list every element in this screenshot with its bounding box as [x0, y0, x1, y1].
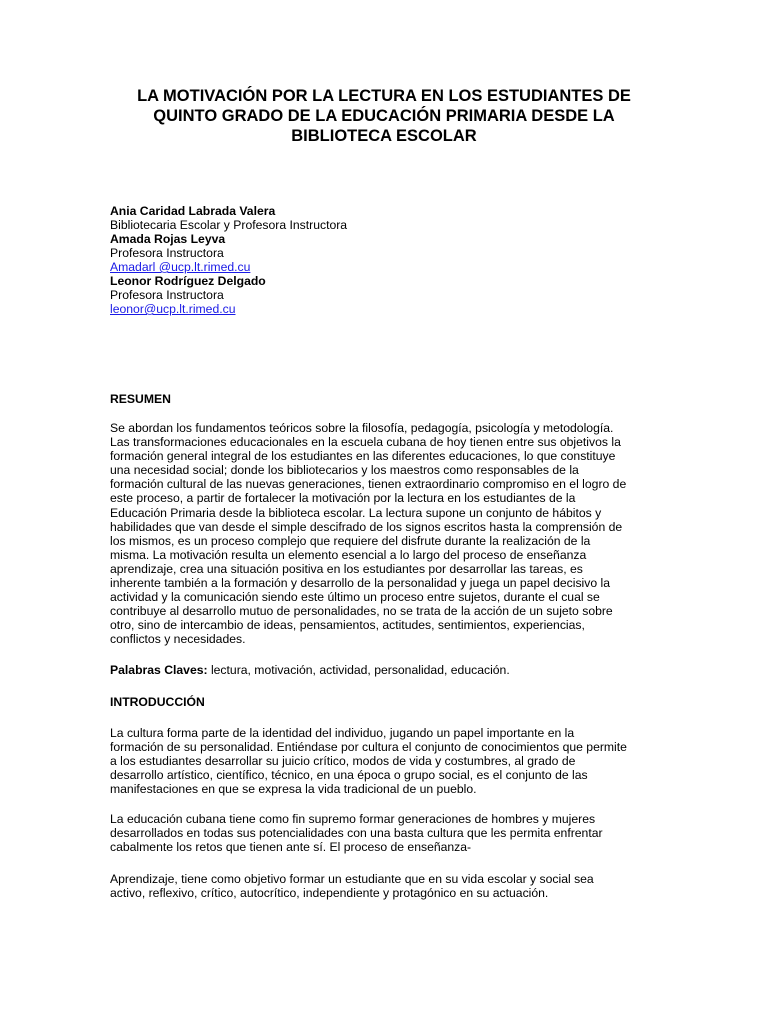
author-name: Ania Caridad Labrada Valera [110, 204, 276, 218]
keywords-text: lectura, motivación, actividad, personalidad, educación. [207, 663, 510, 677]
text-line: a los estudiantes desarrollar su juicio crítico, modos de vida y costumbres, al grado de [110, 754, 576, 769]
introduccion-heading: INTRODUCCIÓN [110, 695, 205, 709]
text-line: habilidades que van desde el simple descifrado de los signos escritos hasta la comprensión de [110, 519, 623, 534]
text-line: los mismos, es un proceso complejo que requiere del disfrute durante la realización de la [110, 533, 591, 548]
text-line: cabalmente los retos que tienen ante sí. El proceso de enseñanza- [110, 840, 472, 855]
author-name: Leonor Rodríguez Delgado [110, 274, 266, 288]
text-line: conflictos y necesidades. [110, 632, 246, 647]
resumen-paragraph [110, 421, 670, 647]
intro-paragraph [110, 812, 670, 854]
title-line: QUINTO GRADO DE LA EDUCACIÓN PRIMARIA DESDE LA [153, 107, 615, 125]
text-line: Aprendizaje, tiene como objetivo formar un estudiante que en su vida escolar y social sea [110, 872, 594, 886]
text-line: actividad y la comunicación siendo este último un proceso entre sujetos, durante el cual se [110, 590, 600, 605]
document-title [100, 86, 668, 146]
text-line: Educación Primaria desde la biblioteca escolar. La lectura supone un conjunto de hábitos y [110, 505, 602, 520]
text-line: inherente también a la formación y desarrollo de la personalidad y juega un papel decisivo la [110, 576, 610, 591]
author-name: Amada Rojas Leyva [110, 232, 226, 246]
title-line: LA MOTIVACIÓN POR LA LECTURA EN LOS ESTUDIANTES DE [137, 87, 631, 105]
text-line: contribuye al desarrollo mutuo de personalidades, no se trata de la acción de un sujeto sobre [110, 604, 613, 619]
text-line: activo, reflexivo, crítico, autocrítico, independiente y protagónico en su actuación. [110, 886, 549, 901]
text-line: La educación cubana tiene como fin supremo formar generaciones de hombres y mujeres [110, 812, 596, 826]
author-role: Profesora Instructora [110, 246, 224, 260]
text-line: La cultura forma parte de la identidad del individuo, jugando un papel importante en la [110, 726, 575, 740]
text-line: Se abordan los fundamentos teóricos sobre la filosofía, pedagogía, psicología y metodología. [110, 421, 614, 435]
text-line: Las transformaciones educacionales en la escuela cubana de hoy tienen entre sus objetivos la [110, 435, 621, 450]
keywords-label: Palabras Claves: [110, 663, 208, 677]
text-line: formación cultural de las nuevas generaciones, tienen extraordinario compromiso en el logro de [110, 477, 627, 492]
intro-paragraph [110, 872, 670, 900]
text-line: formación general integral de los estudiantes en las diferentes educaciones, lo que constituye [110, 449, 616, 464]
text-line: aprendizaje, crea una situación positiva en los estudiantes por desarrollar las tareas, es [110, 561, 583, 576]
author-role: Profesora Instructora [110, 288, 224, 302]
text-line: este proceso, a partir de fortalecer la motivación por la lectura en los estudiantes de la [110, 491, 576, 506]
text-line: desarrollados en todas sus potencialidades con una basta cultura que les permita enfrentar [110, 826, 603, 841]
text-line: manifestaciones en que se expresa la vida tradicional de un pueblo. [110, 782, 477, 797]
author-block [110, 204, 670, 316]
text-line: formación de su personalidad. Entiéndase por cultura el conjunto de conocimientos que permite [110, 740, 627, 755]
author-role: Bibliotecaria Escolar y Profesora Instructora [110, 218, 348, 232]
author-email-link[interactable]: leonor@ucp.lt.rimed.cu [110, 302, 236, 316]
keywords-line [110, 663, 670, 677]
text-line: una necesidad social; donde los bibliotecarios y los maestros como responsables de la [110, 463, 579, 478]
author-email-link[interactable]: Amadarl @ucp.lt.rimed.cu [110, 260, 251, 274]
title-line: BIBLIOTECA ESCOLAR [291, 127, 477, 145]
text-line: otro, sino de intercambio de ideas, pensamientos, actitudes, sentimientos, experiencias, [110, 618, 585, 633]
text-line: misma. La motivación resulta un elemento esencial a lo largo del proceso de enseñanza [110, 547, 587, 562]
resumen-heading: RESUMEN [110, 392, 171, 406]
text-line: desarrollo artístico, científico, técnico, en una época o grupo social, es el conjunto de las [110, 768, 588, 783]
intro-paragraph [110, 726, 670, 796]
